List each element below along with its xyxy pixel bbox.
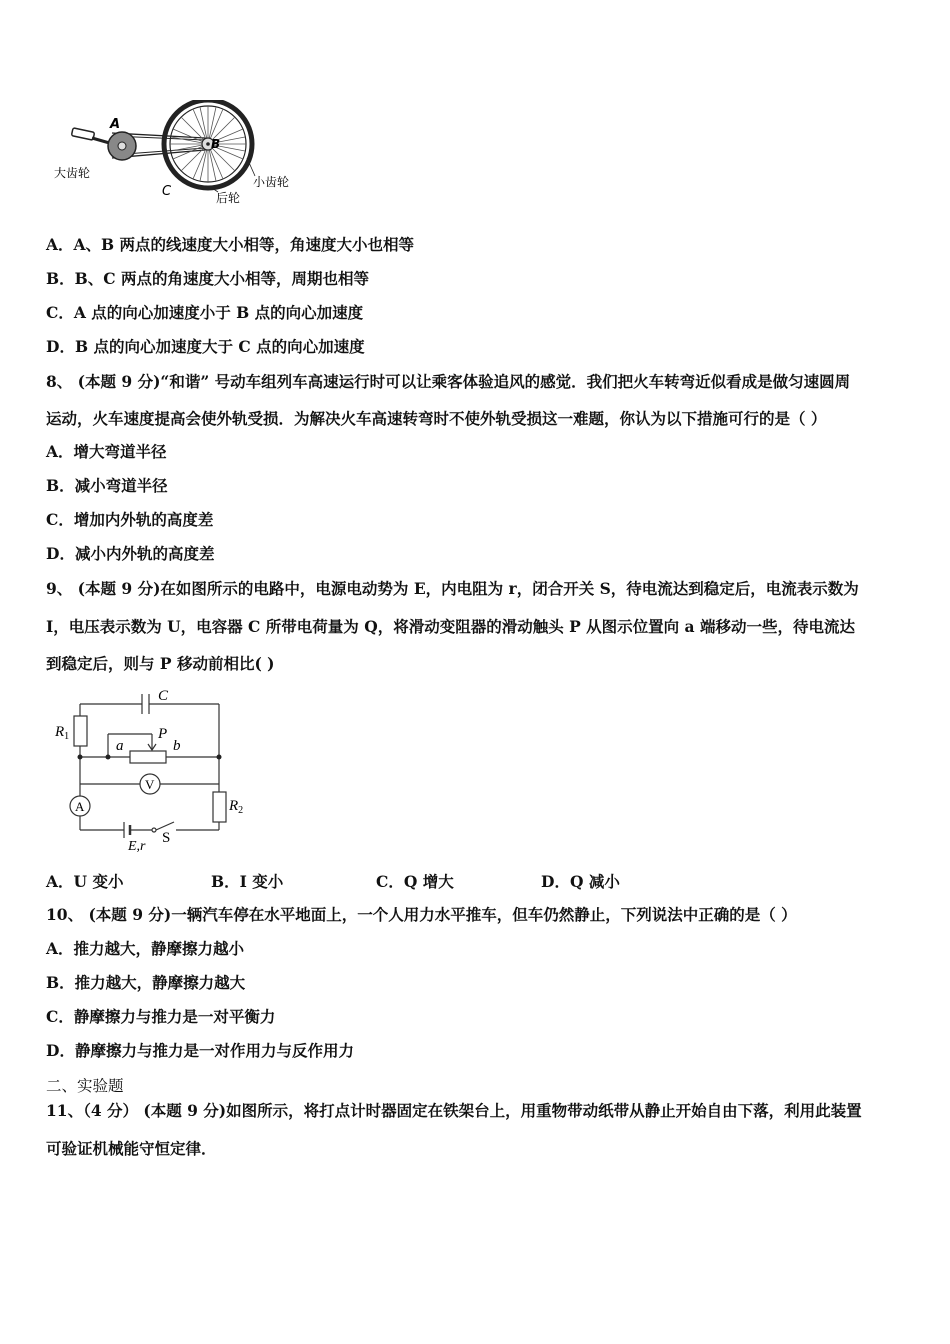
q9-option-c: C．Q 增大 <box>376 872 454 891</box>
q9-stem-line1: 9、 (本题 9 分)在如图所示的电路中，电源电动势为 E，内电阻为 r，闭合开关 S，待电流达到稳定后，电流表示数为 <box>46 579 859 598</box>
circuit-label-S: S <box>162 830 171 846</box>
q8-option-c: C．增加内外轨的高度差 <box>46 510 214 529</box>
q7-option-c: C．A 点的向心加速度小于 B 点的向心加速度 <box>46 303 364 322</box>
bicycle-figure <box>40 100 310 212</box>
circuit-label-R2: $R_2$ <box>229 798 244 816</box>
label-big-gear: 大齿轮 <box>54 166 91 180</box>
label-small-gear: 小齿轮 <box>253 175 290 189</box>
q7-option-d: D．B 点的向心加速度大于 C 点的向心加速度 <box>46 337 365 356</box>
q7-option-a: A．A、B 两点的线速度大小相等，角速度大小也相等 <box>46 235 415 254</box>
circuit-label-C: C <box>158 688 169 704</box>
q9-stem-line3: 到稳定后，则与 P 移动前相比( ) <box>46 654 275 673</box>
label-B: B <box>211 137 221 151</box>
q10-option-a: A．推力越大，静摩擦力越小 <box>46 939 245 958</box>
circuit-label-a: a <box>116 738 124 754</box>
q7-option-b: B．B、C 两点的角速度大小相等，周期也相等 <box>46 269 369 288</box>
circuit-label-P: P <box>158 726 168 742</box>
label-A: A <box>110 117 121 132</box>
q9-option-d: D．Q 减小 <box>541 872 620 891</box>
q8-stem-line1: 8、 (本题 9 分)“和谐” 号动车组列车高速运行时可以让乘客体验追风的感觉．我们把火车转弯近似看成是做匀速圆周 <box>46 372 851 391</box>
voltmeter-label: V <box>145 777 155 792</box>
q9-option-b: B．I 变小 <box>211 872 284 891</box>
q8-stem-line2: 运动，火车速度提高会使外轨受损．为解决火车高速转弯时不使外轨受损这一难题，你认为以下措施可行的是（ ） <box>46 409 827 428</box>
circuit-label-R1: $R_1$ <box>55 724 70 742</box>
q8-option-b: B．减小弯道半径 <box>46 476 168 495</box>
q9-stem-line2: I，电压表示数为 U，电容器 C 所带电荷量为 Q，将滑动变阻器的滑动触头 P 从图示位置向 a 端移动一些，待电流达 <box>46 617 855 636</box>
circuit-label-Er: E,r <box>128 839 146 854</box>
q10-option-b: B．推力越大，静摩擦力越大 <box>46 973 246 992</box>
q9-option-a: A．U 变小 <box>46 872 124 891</box>
circuit-diagram <box>50 684 260 854</box>
circuit-label-b: b <box>173 738 181 754</box>
section-heading: 二、实验题 <box>46 1077 124 1095</box>
q10-option-c: C．静摩擦力与推力是一对平衡力 <box>46 1007 276 1026</box>
label-C: C <box>162 184 172 199</box>
ammeter-label: A <box>75 799 85 814</box>
q10-stem: 10、 (本题 9 分)一辆汽车停在水平地面上，一个人用力水平推车，但车仍然静止，下列说法中正确的是（ ） <box>46 905 797 924</box>
q11-stem-line2: 可验证机械能守恒定律． <box>46 1139 217 1158</box>
label-rear-wheel: 后轮 <box>216 191 241 205</box>
q8-option-d: D．减小内外轨的高度差 <box>46 544 215 563</box>
q8-option-a: A．增大弯道半径 <box>46 442 167 461</box>
q10-option-d: D．静摩擦力与推力是一对作用力与反作用力 <box>46 1041 354 1060</box>
q11-stem-line1: 11、（4 分） (本题 9 分)如图所示，将打点计时器固定在铁架台上，用重物带动纸带从静止开始自由下落，利用此装置 <box>46 1101 862 1120</box>
